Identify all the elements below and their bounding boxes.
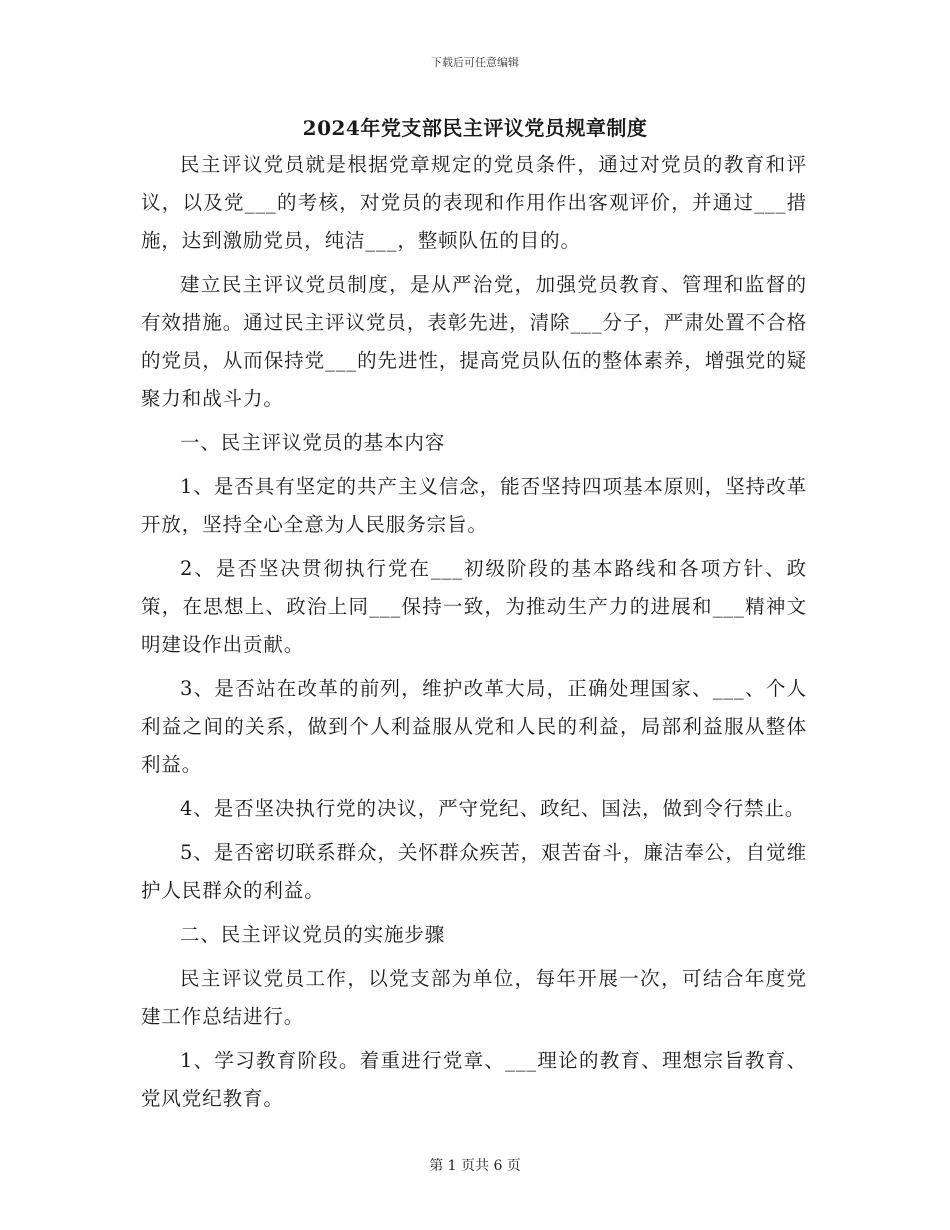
list-item-content-2: 2、是否坚决贯彻执行党在___初级阶段的基本路线和各项方针、政策，在思想上、政治上同___保持一致，为推动生产力的进展和___精神文明建设作出贡献。 [141,557,807,656]
list-item-content-1: 1、是否具有坚定的共产主义信念，能否坚持四项基本原则，坚持改革开放，坚持全心全意为人民服务宗旨。 [141,475,807,536]
page-number: 第 1 页共 6 页 [429,1158,521,1174]
page-header-note: 下载后可任意编辑 [431,56,519,69]
section-heading-steps: 二、民主评议党员的实施步骤 [180,923,446,946]
section-heading-basic-content: 一、民主评议党员的基本内容 [180,431,446,454]
list-item-content-3: 3、是否站在改革的前列，维护改革大局，正确处理国家、___、个人利益之间的关系，做到个人利益服从党和人民的利益，局部利益服从整体利益。 [141,677,807,776]
paragraph-intro: 民主评议党员就是根据党章规定的党员条件，通过对党员的教育和评议，以及党___的考核，对党员的表现和作用作出客观评价，并通过___措施，达到激励党员，纯洁___，整顿队伍的目的。 [141,153,807,252]
paragraph-purpose: 建立民主评议党员制度，是从严治党，加强党员教育、管理和监督的有效措施。通过民主评议党员，表彰先进，清除___分子，严肃处置不合格的党员，从而保持党___的先进性，提高党员队伍的整体素养，增强党的疑聚力和战斗力。 [141,273,807,410]
document-title: 2024年党支部民主评议党员规章制度 [302,116,648,140]
list-item-step-1: 1、学习教育阶段。着重进行党章、___理论的教育、理想宗旨教育、党风党纪教育。 [141,1049,807,1110]
list-item-content-5: 5、是否密切联系群众，关怀群众疾苦，艰苦奋斗，廉洁奉公，自觉维护人民群众的利益。 [141,841,807,902]
document-body [141,146,807,1124]
list-item-content-4: 4、是否坚决执行党的决议，严守党纪、政纪、国法，做到令行禁止。 [180,797,806,820]
paragraph-steps-intro: 民主评议党员工作，以党支部为单位，每年开展一次，可结合年度党建工作总结进行。 [141,967,807,1028]
